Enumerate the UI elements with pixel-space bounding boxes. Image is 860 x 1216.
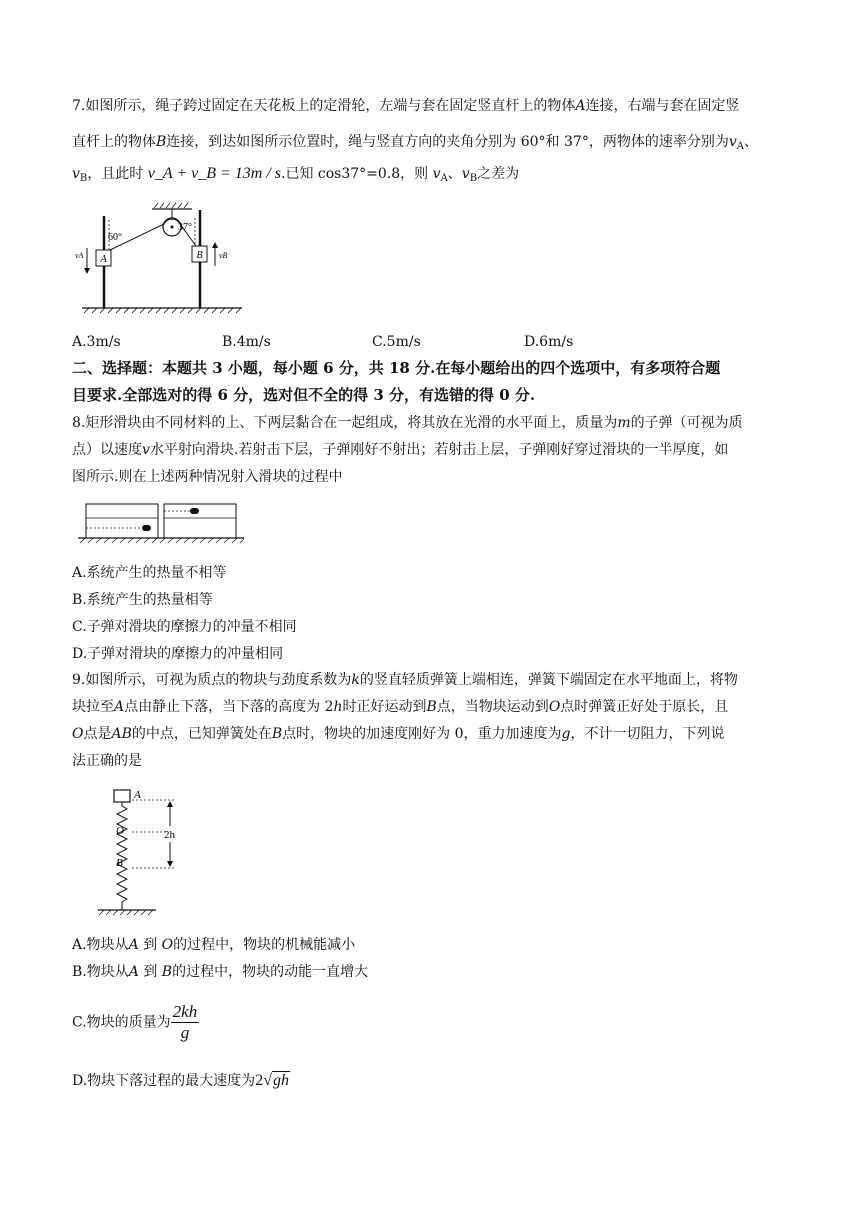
q7-label-vb: vB (219, 251, 228, 260)
q7-pulley-figure (72, 200, 252, 320)
q7-angle-left: 60° (108, 232, 122, 243)
q7-equation: v_A + v_B = 13m / s (147, 165, 282, 182)
q7-option-d[interactable]: D.6m/s (524, 334, 574, 350)
q7-label-va: vA (75, 251, 84, 260)
q8-stem-line3: 图所示.则在上述两种情况射入滑块的过程中 (72, 469, 343, 485)
q9-option-c[interactable]: C.物块的质量为 $\frac{2kh}{g}$ (72, 1002, 198, 1042)
q9-option-c-fraction: $\frac{2kh}{g}$ (172, 1002, 198, 1042)
q9-option-a[interactable]: A.物块从A 到 O的过程中，物块的机械能减小 (72, 937, 356, 953)
q9-option-b[interactable]: B.物块从A 到 B的过程中，物块的动能一直增大 (72, 964, 369, 980)
section-2-title-line2: 目要求.全部选对的得 6 分，选对但不全的得 3 分，有选错的得 0 分. (72, 386, 536, 404)
q9-stem-line1: 9.如图所示，可视为质点的物块与劲度系数为k的竖直轻质弹簧上端相连，弹簧下端固定在水平地面上，将物 (72, 672, 738, 688)
q7-label-a: A (100, 254, 107, 265)
q7-angle-right: 37° (178, 222, 192, 233)
q8-option-a[interactable]: A.系统产生的热量不相等 (72, 565, 227, 581)
q8-stem-line1: 8.矩形滑块由不同材料的上、下两层黏合在一起组成，将其放在光滑的水平面上，质量为m的子弹（可视为质 (72, 415, 743, 431)
q7-option-b[interactable]: B.4m/s (222, 334, 271, 350)
q7-stem-line1: 7.如图所示，绳子跨过固定在天花板上的定滑轮，左端与套在固定竖直杆上的物体A连接，右端与套在固定竖 (72, 98, 740, 114)
q8-stem-line2: 点）以速度v水平射向滑块.若射击下层，子弹刚好不射出；若射击上层，子弹刚好穿过滑块的一半厚度，如 (72, 442, 729, 458)
q9-stem-line3: O点是AB的中点，已知弹簧处在B点时，物块的加速度刚好为 0，重力加速度为g，不计一切阻力，下列说 (72, 726, 725, 742)
q7-option-a[interactable]: A.3m/s (72, 334, 121, 350)
q8-option-d[interactable]: D.子弹对滑块的摩擦力的冲量相同 (72, 646, 284, 662)
q9-label-b: B (116, 857, 123, 869)
q8-option-c[interactable]: C.子弹对滑块的摩擦力的冲量不相同 (72, 619, 297, 635)
q7-label-b: B (196, 250, 203, 261)
q7-option-c[interactable]: C.5m/s (372, 334, 421, 350)
q8-option-b[interactable]: B.系统产生的热量相等 (72, 592, 213, 608)
q9-stem-line4: 法正确的是 (72, 753, 142, 769)
q7-stem-line3: $v_B$，且此时 v_A + v_B = 13m / s.已知 cos37°=0.8，则 $v_A$、$v_B$之差为 (72, 165, 520, 184)
q8-slider-figure (78, 500, 248, 550)
section-2-title-line1: 二、选择题：本题共 3 小题，每小题 6 分，共 18 分.在每小题给出的四个选项中，有多项符合题 (72, 359, 721, 377)
q9-option-d-sqrt: 2√gh (255, 1072, 289, 1089)
q9-option-d[interactable]: D.物块下落过程的最大速度为2√gh (72, 1072, 289, 1089)
q7-stem-line2: 直杆上的物体B连接，到达如图所示位置时，绳与竖直方向的夹角分别为 60°和 37°，两物体的速率分别为$v_A$、 (72, 134, 758, 152)
q9-label-2h: 2h (164, 829, 175, 841)
q9-label-a: A (134, 789, 141, 801)
q9-stem-line2: 块拉至A点由静止下落，当下落的高度为 2h时正好运动到B点，当物块运动到O点时弹簧正好处于原长，且 (72, 699, 729, 715)
q9-label-o: O (116, 825, 124, 837)
q9-spring-figure (94, 786, 204, 916)
